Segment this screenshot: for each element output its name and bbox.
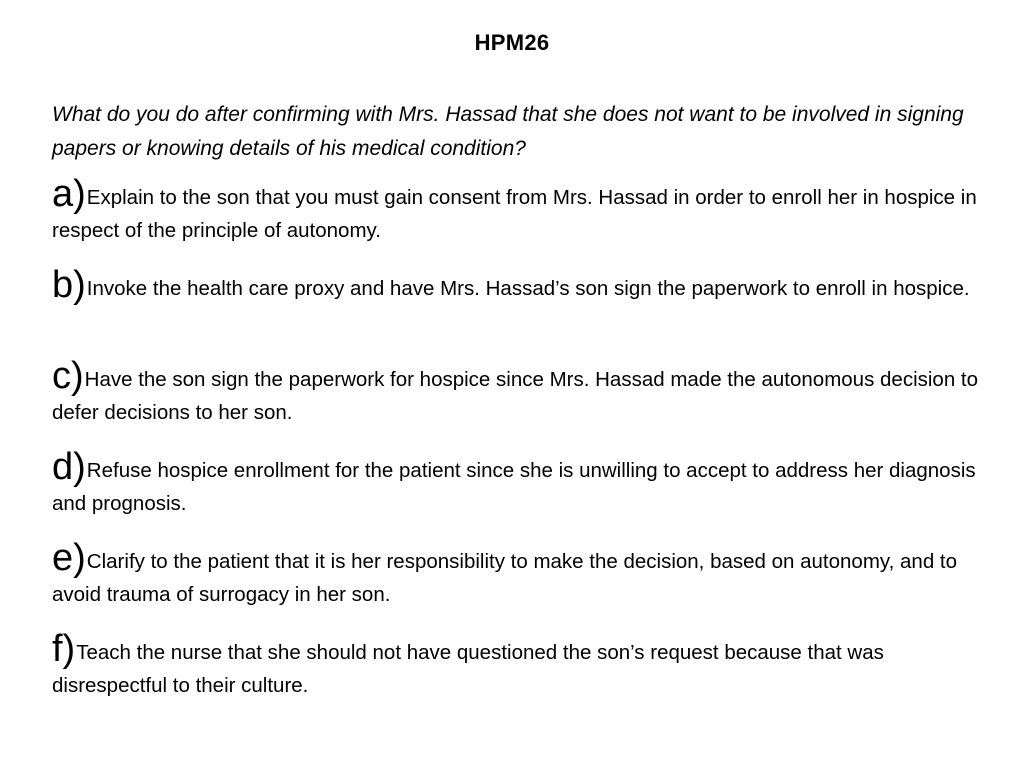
option-letter: e)	[52, 537, 86, 579]
option-a[interactable]	[52, 173, 1002, 269]
option-letter: b)	[52, 264, 86, 306]
option-text: Explain to the son that you must gain consent from Mrs. Hassad in order to enroll her in hospice in respect of the principle of autonomy.	[52, 186, 977, 242]
answer-options	[52, 173, 1002, 724]
option-text: Have the son sign the paperwork for hospice since Mrs. Hassad made the autonomous decision to defer decisions to her son.	[52, 368, 979, 424]
option-letter: f)	[52, 628, 76, 670]
option-text: Clarify to the patient that it is her responsibility to make the decision, based on autonomy, and to avoid trauma of surrogacy in her son.	[52, 550, 958, 606]
option-c[interactable]	[52, 355, 1002, 451]
option-letter: d)	[52, 446, 86, 488]
option-f[interactable]	[52, 628, 1002, 724]
option-text: Invoke the health care proxy and have Mrs. Hassad’s son sign the paperwork to enroll in hospice.	[86, 277, 970, 300]
question-text: What do you do after confirming with Mrs. Hassad that she does not want to be involved in signing papers or knowing details of his medical condition?	[52, 103, 964, 160]
option-d[interactable]	[52, 446, 1002, 542]
option-text: Refuse hospice enrollment for the patient since she is unwilling to accept to address her diagnosis and prognosis.	[52, 459, 976, 515]
slide-title: HPM26	[474, 30, 550, 55]
option-b[interactable]	[52, 264, 1002, 360]
option-letter: c)	[52, 355, 84, 397]
option-e[interactable]	[52, 537, 1002, 633]
option-text: Teach the nurse that she should not have questioned the son’s request because that was disrespectful to their culture.	[52, 641, 884, 697]
option-letter: a)	[52, 173, 86, 215]
